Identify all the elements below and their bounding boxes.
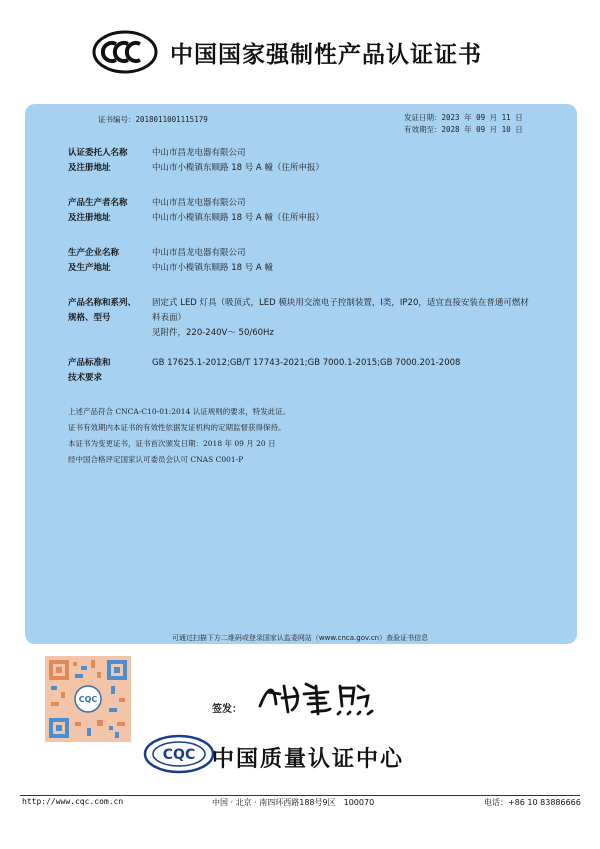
footer-phone: 电话：+86 10 83886666 — [484, 798, 581, 807]
issue-label: 发证日期： — [404, 113, 442, 122]
field-label: 认证委托人名称 及注册地址 — [68, 148, 128, 173]
verification-note: 可通过扫描下方二维码或登录国家认监委网站（www.cnca.gov.cn）查验证书信息 — [171, 634, 429, 642]
issue-date: 2023 年 09 月 11 日 — [441, 113, 523, 122]
signature-label: 签发： — [212, 704, 242, 715]
field-value: 中山市昌龙电器有限公司 中山市小榄镇东顺路 18 号 A 幢（住所申报） — [152, 198, 324, 223]
field-label: 产品标准和 技术要求 — [68, 358, 111, 383]
cert-no-label: 证书编号： — [98, 115, 136, 124]
cert-no-value: 2018011001115179 — [135, 115, 208, 124]
organization-name: 中国质量认证中心 — [212, 747, 405, 772]
certificate-number — [98, 114, 208, 125]
dates — [404, 112, 523, 136]
expiry-date: 2028 年 09 月 10 日 — [441, 125, 523, 134]
field-value: GB 17625.1-2012;GB/T 17743-2021;GB 7000.1-2015;GB 7000.201-2008 — [152, 358, 461, 368]
statement: 本证书为变更证书，证书首次颁发日期：2018 年 09 月 20 日 — [68, 439, 276, 448]
footer-divider — [20, 795, 580, 796]
page-title: 中国国家强制性产品认证证书 — [170, 42, 482, 68]
footer-address: 中国 · 北京 · 南四环西路188号9区 100070 — [212, 798, 375, 807]
statement: 经中国合格评定国家认可委员会认可 CNAS C001-P — [68, 455, 244, 464]
field-label: 生产企业名称 及生产地址 — [68, 248, 120, 273]
expiry-label: 有效期至： — [404, 125, 442, 134]
field-value: 中山市昌龙电器有限公司 中山市小榄镇东顺路 18 号 A 幢（住所申报） — [152, 148, 324, 173]
cqc-logo-text: CQC — [162, 747, 196, 763]
footer-url[interactable]: http://www.cqc.com.cn — [22, 797, 124, 806]
statement: 上述产品符合 CNCA-C10-01:2014 认证规则的要求，特发此证。 — [68, 407, 291, 416]
field-value: 固定式 LED 灯具（吸顶式，LED 模块用交流电子控制装置，Ⅰ类，IP20，适宜直接安装在普通可燃材 料表面） 见附件，220-240V～ 50/60Hz — [152, 298, 529, 338]
statement: 证书有效期内本证书的有效性依据发证机构的定期监督获得保持。 — [68, 423, 286, 432]
field-label: 产品生产者名称 及注册地址 — [68, 198, 128, 223]
header — [0, 0, 600, 100]
field-label: 产品名称和系列、 规格、型号 — [68, 298, 137, 323]
qr-code-icon[interactable] — [45, 656, 131, 742]
qr-logo-text: CQC — [78, 695, 98, 704]
ccc-logo-icon — [92, 30, 158, 74]
cqc-logo-icon — [142, 734, 216, 774]
signature-image — [254, 676, 384, 718]
field-value: 中山市昌龙电器有限公司 中山市小榄镇东顺路 18 号 A 幢 — [152, 248, 273, 273]
